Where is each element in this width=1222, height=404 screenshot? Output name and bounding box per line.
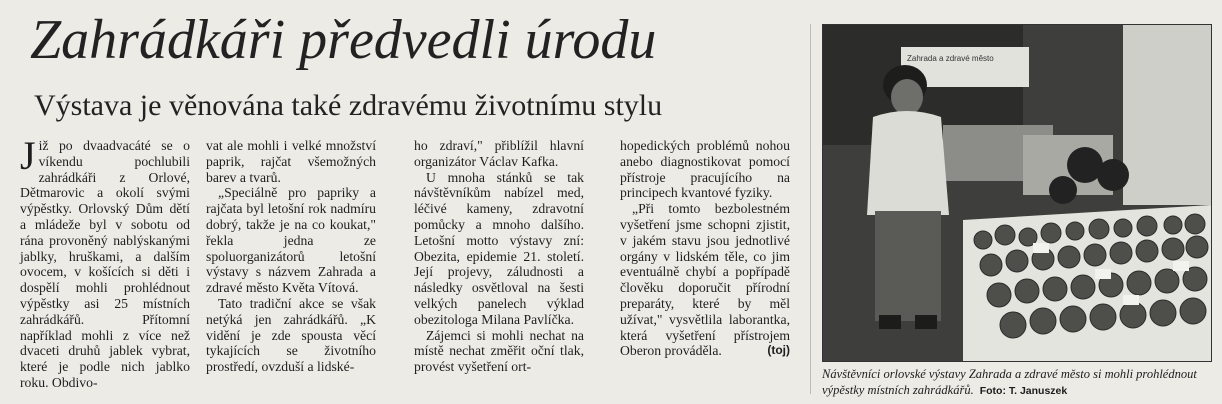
article-headline: Zahrádkáři předvedli úrodu — [30, 9, 657, 71]
paragraph: Tato tradiční akce se však netýká jen zahrádkářů. „K vidění je zde spousta věcí tykajících se životního prostředí, ovzduší a lidské- — [206, 295, 376, 375]
photo-caption: Návštěvníci orlovské výstavy Zahrada a zdravé město si mohli prohlédnout výpěstky místních zahrádkářů. Foto: T. Januszek — [822, 367, 1197, 397]
article-column-1 — [20, 133, 190, 391]
article-photo — [822, 24, 1212, 362]
paragraph: Zájemci si mohli nechat na místě nechat změřit oční tlak, provést vyšetření ort- — [414, 327, 584, 375]
paragraph: hopedických problémů nohou anebo diagnostikovat pomocí přístroje pracujícího na principech kvantové fyziky. — [620, 138, 790, 201]
paragraph: U mnoha stánků se tak návštěvníkům nabízel med, léčivé kameny, zdravotní pomůcky a mnoho dalšího. Letošní motto výstavy zní: Obezita, epidemie 21. století. Její projevy, záludnosti a následky osvětloval na šesti velkých panelech výklad obezitologa Milana Pavlíčka. — [414, 169, 584, 327]
article-subheadline: Výstava je věnována také zdravému životnímu stylu — [34, 89, 663, 122]
article-column-3 — [414, 138, 584, 375]
paragraph: „Při tomto bezbolestném vyšetření jsme schopni zjistit, v jakém stavu jsou jednotlivé orgány v lidském těle, co jim eventuálně chybí a popřípadě člověku doporučit přírodní preparáty, které by měl užívat," vysvětlila laborantka, která vyšetření přístrojem Oberon prováděla. (toj) — [620, 201, 790, 359]
drop-cap: J — [20, 133, 36, 178]
photo-credit: Foto: T. Januszek — [979, 385, 1068, 397]
exhibition-photo-illustration — [823, 25, 1211, 361]
column-divider — [810, 24, 811, 394]
article-column-2 — [206, 138, 376, 375]
paragraph: „Speciálně pro papriky a rajčata byl letošní rok nadmíru dobrý, takže je na co koukat," řekla jedna ze spoluorganizátorů letošní výstavy s názvem Zahrada a zdravé město Květa Vítová. — [206, 185, 376, 296]
article-column-4 — [620, 138, 790, 359]
sign-text: Zahrada a zdravé město — [907, 54, 994, 63]
paragraph: vat ale mohli i velké množství paprik, rajčat všemožných barev a tvarů. — [206, 138, 376, 185]
paragraph: ho zdraví," přiblížil hlavní organizátor Václav Kafka. — [414, 138, 584, 169]
paragraph: Již po dvaadvacáté se o víkendu pochlubili zahrádkáři z Orlové, Dětmarovic a okolí svými výpěstky. Orlovský Dům dětí a mládeže byl v sobotu od rána provoněný nablýskanými jablky, hruškami, a dalším ovocem, v košících si děti i dospělí mohli prohlédnout výpěstky asi 25 místních zahrádkářů. Přítomní například mohli z více než dvaceti druhů jablek vybrat, které je podle nich jablko roku. Obdivo- — [20, 133, 190, 390]
author-signature: (toj) — [767, 343, 790, 358]
